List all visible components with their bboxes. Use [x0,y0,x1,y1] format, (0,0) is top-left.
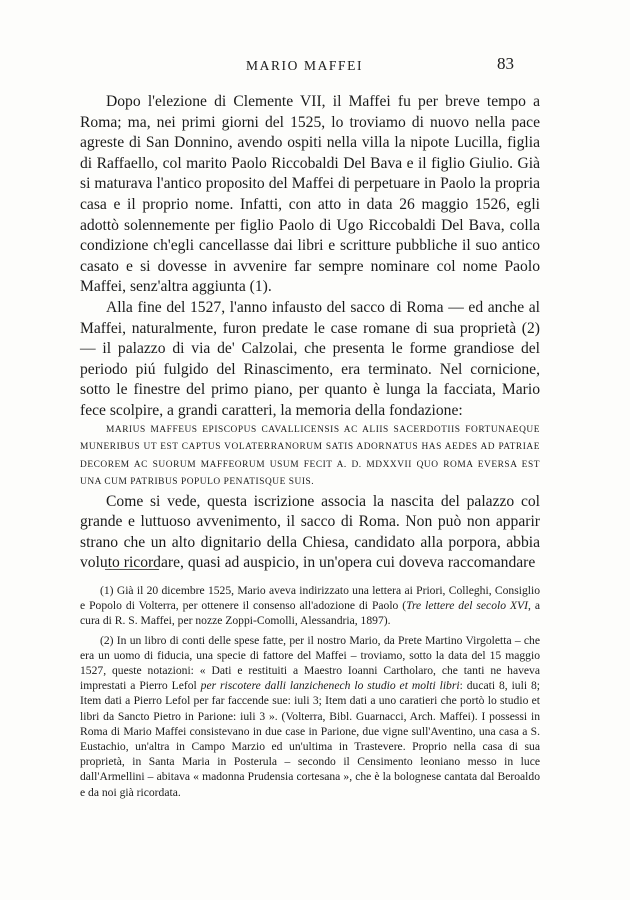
paragraph-inscription-comment: Come si vede, questa iscrizione associa la nascita del palazzo col grande e luttuoso avvenimento, il sacco di Roma. Non può non apparir strano che un alto dignitario della Chiesa, candidato alla porpora, abbia voluto ricordare, quasi ad auspicio, in un'opera cui doveva raccomandare [80,492,540,572]
running-head [0,54,630,78]
footnote-2-italic: per riscotere dalli lanzichenech lo studio et molti libri [200,679,460,693]
running-title: MARIO MAFFEI [246,58,364,73]
footnote-1 [80,583,540,629]
footnote-2-text: (2) In un libro di conti delle spese fatte, per il nostro Mario, da Prete Martino Virgoletta – che era un uomo di fiducia, una specie di fattore del Maffei – troviamo, sotto la data del 15 maggio 1527, queste notazioni: « Dati e restituiti a Maestro Ioanni Cartholaro, che tanti ne haveva imprestati a Pierro Lefol [80,633,540,693]
footnote-1-italic: Tre lettere del secolo XVI [406,599,528,613]
footnotes [80,583,540,804]
footnote-rule [105,569,159,570]
footnote-2 [80,633,540,800]
footnote-2-text-end: : ducati 8, iuli 8; Item dati a Pierro Lefol per far faccende sue: iuli 3; Item dati a uno caratieri che portò lo studio et libri da Sancto Pietro in Parione: iuli 3 ». (Volterra, Bibl. Guarnacci, Arch. Maffei). I possessi in Roma di Mario Maffei consistevano in due case in Parione, due vigne sull'Aventino, una casa a S. Eustachio, un'altra in Campo Marzio ed un'ultima in Trastevere. Proprio nella casa di sua proprietà, in Santa Maria in Posterula – secondo il Censimento leoniano messo in luce dall'Armellini – abitava « madonna Prudensia cortesana », che è la bolognese cantata dal Beroaldo e da noi già ricordata. [80,679,540,799]
footnote-1-text: (1) Già il 20 dicembre 1525, Mario aveva indirizzato una lettera ai Priori, Colleghi, Consiglio e Popolo di Volterra, per ottenere il consenso all'adozione di Paolo ( [80,584,540,613]
main-text [80,92,540,574]
paragraph-adoption: Dopo l'elezione di Clemente VII, il Maffei fu per breve tempo a Roma; ma, nei primi giorni del 1525, lo troviamo di nuovo nella pace agreste di San Donnino, avendo ospiti nella villa la nipote Lucilla, figlia di Raffaello, col marito Paolo Riccobaldi Del Bava e il figlio Giulio. Già si maturava l'antico proposito del Maffei di perpetuare in Paolo la propria casa e il proprio nome. Infatti, con atto in data 26 maggio 1526, egli adottò solennemente per figlio Paolo di Ugo Riccobaldi Del Bava, colla condizione ch'egli cancellasse dai libri e scritture pubbliche il suo antico casato e si dovesse in avvenire far sempre nominare col nome Paolo Maffei, senz'altra aggiunta (1). [80,93,540,296]
inscription-block: MARIUS MAFFEUS EPISCOPUS CAVALLICENSIS AC ALIIS SACERDOTIIS FORTUNAEQUE MUNERIBUS UT EST CAPTUS VOLATERRANORUM SATIS ADORNATUS HAS AEDES AD PATRIAE DECOREM AC SUORUM MAFFEORUM USUM FECIT A. D. MDXXVII QUO ROMA EVERSA EST UNA CUM PATRIBUS POPULO PENATISQUE SUIS. [80,424,540,487]
page-number: 83 [497,54,514,73]
paragraph-palazzo: Alla fine del 1527, l'anno infausto del sacco di Roma — ed anche al Maffei, naturalmente, furon predate le case romane di sua proprietà (2) — il palazzo di via de' Calzolai, che presenta le forme grandiose del periodo piú fulgido del Rinascimento, era terminato. Nel cornicione, sotto le finestre del primo piano, per quanto è lunga la facciata, Mario fece scolpire, a grandi caratteri, la memoria della fondazione: [80,298,540,419]
footnote-1-text-end: , a cura di R. S. Maffei, per nozze Zoppi-Comolli, Alessandria, 1897). [80,599,540,628]
